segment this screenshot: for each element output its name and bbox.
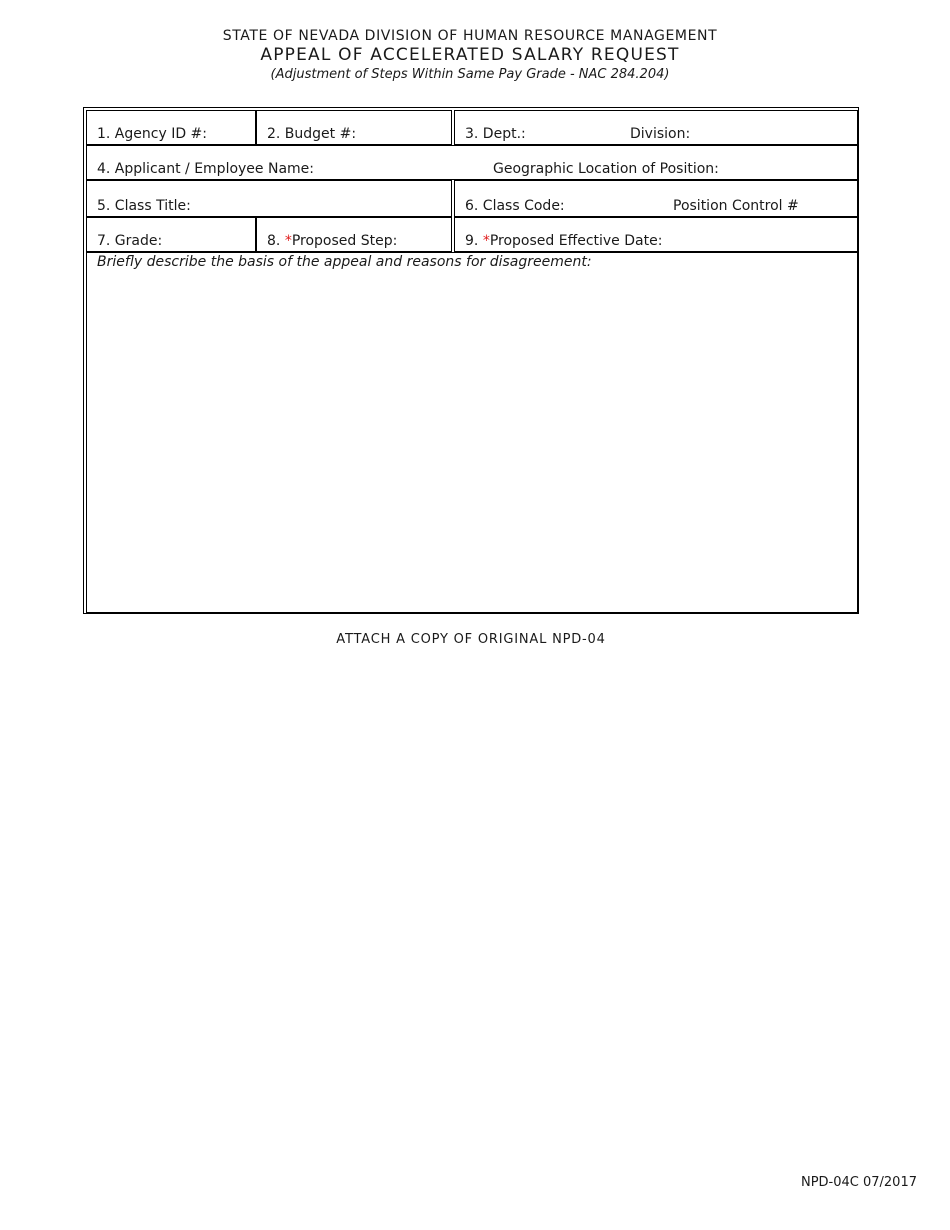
form-code: NPD-04C 07/2017 <box>800 1175 917 1190</box>
form-subtitle: (Adjustment of Steps Within Same Pay Grade - NAC 284.204) <box>270 67 670 82</box>
class-code-field[interactable] <box>454 180 858 217</box>
appeal-form <box>83 107 859 614</box>
grade-label: 7. Grade: <box>97 233 163 249</box>
class-title-label: 5. Class Title: <box>97 198 191 214</box>
attach-instruction: ATTACH A COPY OF ORIGINAL NPD-04 <box>336 632 606 647</box>
appeal-description-area[interactable] <box>86 252 858 613</box>
proposed-step-field[interactable] <box>256 217 452 252</box>
proposed-step-label: 8. *Proposed Step: <box>267 233 398 249</box>
grade-field[interactable] <box>86 217 256 252</box>
required-marker: * <box>482 233 490 249</box>
required-marker: * <box>284 233 292 249</box>
class-title-field[interactable] <box>86 180 452 217</box>
agency-id-field[interactable] <box>86 110 256 145</box>
form-header <box>0 28 940 83</box>
applicant-label: 4. Applicant / Employee Name: <box>97 161 314 177</box>
position-control-label: Position Control # <box>673 198 799 214</box>
geographic-location-label: Geographic Location of Position: <box>493 161 719 177</box>
effective-date-field[interactable] <box>454 217 858 252</box>
dept-label: 3. Dept.: <box>465 126 526 142</box>
agency-id-label: 1. Agency ID #: <box>97 126 207 142</box>
dept-division-field[interactable] <box>454 110 858 145</box>
form-title: APPEAL OF ACCELERATED SALARY REQUEST <box>260 45 680 65</box>
agency-name: STATE OF NEVADA DIVISION OF HUMAN RESOURCE MANAGEMENT <box>222 28 718 44</box>
budget-label: 2. Budget #: <box>267 126 357 142</box>
class-code-label: 6. Class Code: <box>465 198 565 214</box>
division-label: Division: <box>630 126 691 142</box>
appeal-description-prompt: Briefly describe the basis of the appeal and reasons for disagreement: <box>97 254 592 270</box>
budget-field[interactable] <box>256 110 452 145</box>
effective-date-label: 9. *Proposed Effective Date: <box>465 233 663 249</box>
applicant-field[interactable] <box>86 145 858 180</box>
